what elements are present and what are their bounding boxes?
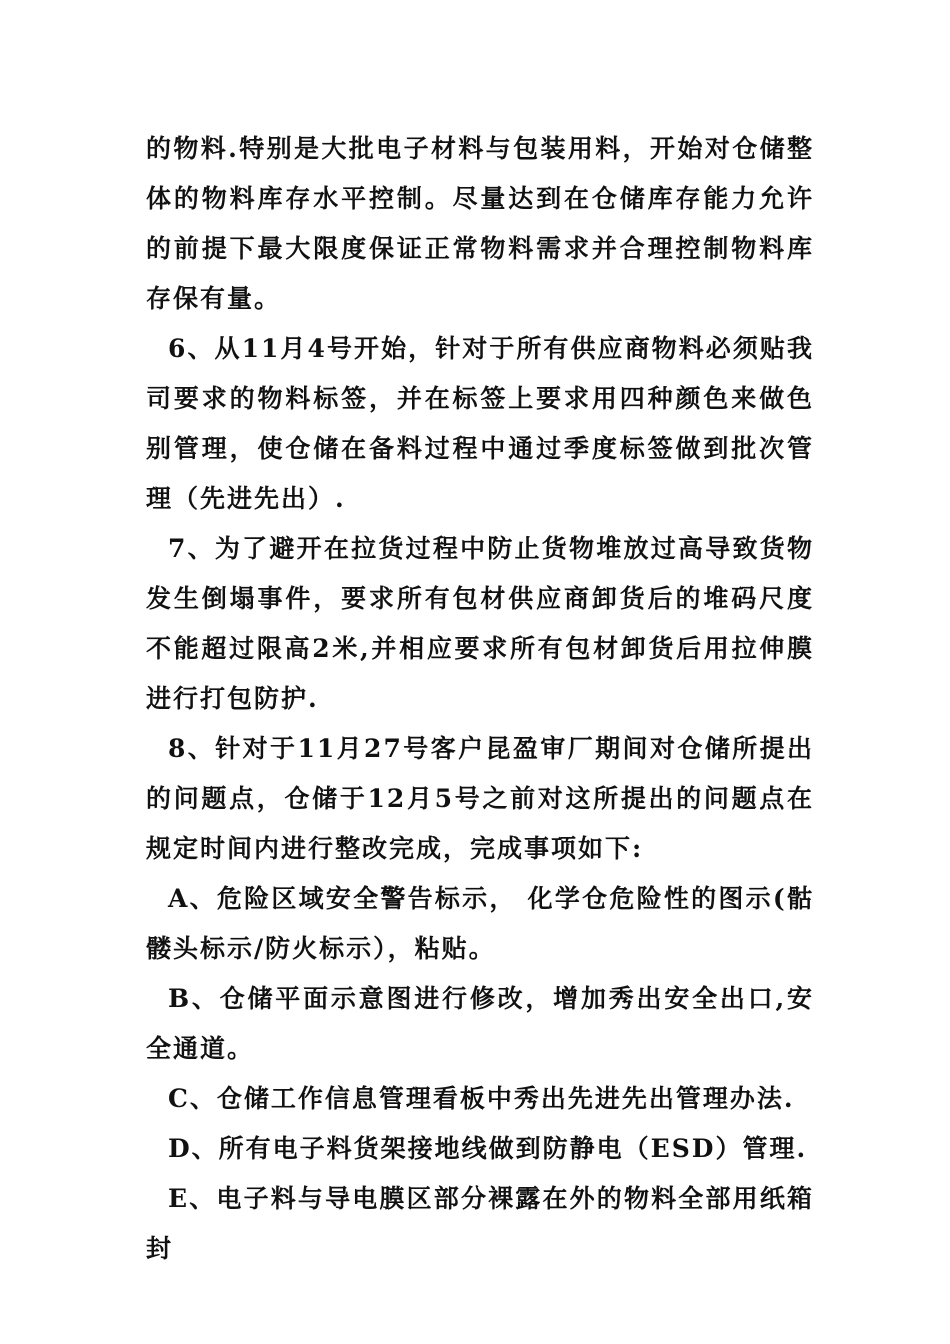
paragraph-continuation: 的物料.特别是大批电子材料与包装用料，开始对仓储整体的物料库存水平控制。尽量达到在仓储库存能力允许的前提下最大限度保证正常物料需求并合理控制物料库存保有量。 bbox=[146, 134, 814, 313]
paragraph-item-e: E、电子料与导电膜区部分裸露在外的物料全部用纸箱封 bbox=[146, 1184, 814, 1263]
paragraph-item-a: A、危险区域安全警告标示， 化学仓危险性的图示(骷髅头标示/防火标示），粘贴。 bbox=[146, 884, 814, 963]
paragraph-item-c: C、仓储工作信息管理看板中秀出先进先出管理办法. bbox=[168, 1084, 795, 1113]
paragraph-item-7: 7、为了避开在拉货过程中防止货物堆放过高导致货物发生倒塌事件，要求所有包材供应商卸货后的堆码尺度不能超过限高2米,并相应要求所有包材卸货后用拉伸膜进行打包防护. bbox=[146, 534, 814, 713]
document-body bbox=[146, 124, 814, 1274]
paragraph-item-8: 8、针对于11月27号客户昆盈审厂期间对仓储所提出的问题点，仓储于12月5号之前对这所提出的问题点在规定时间内进行整改完成，完成事项如下: bbox=[146, 734, 814, 863]
paragraph-item-6: 6、从11月4号开始，针对于所有供应商物料必须贴我司要求的物料标签，并在标签上要求用四种颜色来做色别管理，使仓储在备料过程中通过季度标签做到批次管理（先进先出）. bbox=[146, 334, 814, 513]
paragraph-item-d: D、所有电子料货架接地线做到防静电（ESD）管理. bbox=[168, 1134, 808, 1163]
paragraph-item-b: B、仓储平面示意图进行修改，增加秀出安全出口,安全通道。 bbox=[146, 984, 814, 1063]
